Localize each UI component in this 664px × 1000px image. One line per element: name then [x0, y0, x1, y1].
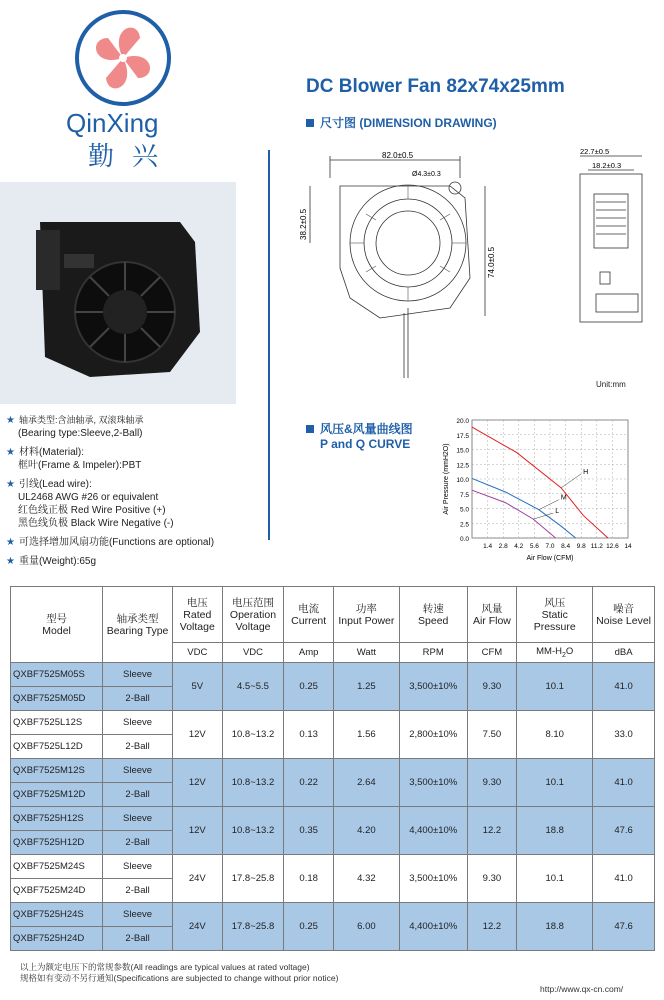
model-cell: QXBF7525L12D: [11, 735, 103, 759]
x-tick-label: 8.4: [561, 543, 571, 550]
rpm-cell: 4,400±10%: [399, 807, 467, 855]
model-cell: QXBF7525H12S: [11, 807, 103, 831]
bearing-cell: Sleeve: [103, 711, 173, 735]
bearing-cell: Sleeve: [103, 903, 173, 927]
th-speed: 转速 Speed: [399, 587, 467, 643]
footer-note-2: 规格如有变动不另行通知(Specifications are subjected to change without prior notice): [20, 973, 339, 983]
range-cell: 10.8~13.2: [222, 807, 284, 855]
curve-heading-en: P and Q CURVE: [320, 437, 411, 451]
cfm-cell: 9.30: [467, 759, 517, 807]
product-photo: [0, 182, 236, 404]
unit-cell: dBA: [593, 643, 655, 663]
rpm-cell: 2,800±10%: [399, 711, 467, 759]
th-power: 功率 Input Power: [333, 587, 399, 643]
spec-lead-wire: [6, 478, 256, 530]
y-tick-label: 12.5: [456, 462, 469, 470]
dim-height: 74.0±0.5: [487, 246, 496, 278]
spec-lead-cn: 引线(Lead wire):: [18, 479, 92, 490]
range-cell: 10.8~13.2: [222, 759, 284, 807]
x-axis-label: Air Flow (CFM): [526, 555, 574, 562]
dba-cell: 41.0: [593, 663, 655, 711]
volt-cell: 12V: [173, 759, 223, 807]
rpm-cell: 4,400±10%: [399, 903, 467, 951]
table-row: [11, 855, 655, 879]
dba-cell: 33.0: [593, 711, 655, 759]
dimension-drawing-front: [300, 148, 522, 384]
table-row: [11, 903, 655, 927]
star-icon: ★: [6, 537, 15, 548]
spec-material-cn: 材料(Material):: [18, 447, 84, 458]
x-tick-label: 7.0: [545, 543, 555, 550]
table-row: [11, 807, 655, 831]
model-cell: QXBF7525H24D: [11, 927, 103, 951]
volt-cell: 5V: [173, 663, 223, 711]
model-cell: QXBF7525H24S: [11, 903, 103, 927]
spec-lead-black: 黑色线负极 Black Wire Negative (-): [18, 518, 174, 529]
spec-weight-text: 重量(Weight):65g: [18, 556, 97, 567]
table-row: [11, 663, 655, 687]
dba-cell: 41.0: [593, 855, 655, 903]
th-current: 电流 Current: [284, 587, 334, 643]
series-label-H: H: [583, 468, 589, 476]
th-bearing: 轴承类型 Bearing Type: [103, 587, 173, 663]
dba-cell: 47.6: [593, 903, 655, 951]
watt-cell: 4.32: [333, 855, 399, 903]
rpm-cell: 3,500±10%: [399, 855, 467, 903]
volt-cell: 24V: [173, 855, 223, 903]
y-tick-label: 2.5: [459, 521, 469, 529]
blower-fan-photo-icon: [0, 182, 236, 404]
x-tick-label: 1.4: [483, 543, 493, 550]
bearing-cell: 2-Ball: [103, 735, 173, 759]
mmh2o-cell: 10.1: [517, 663, 593, 711]
spec-functions-text: 可选择增加风扇功能(Functions are optional): [18, 537, 215, 548]
dimension-heading-text: 尺寸图 (DIMENSION DRAWING): [320, 116, 497, 130]
series-label-L: L: [555, 508, 560, 516]
x-tick-label: 12.6: [606, 543, 619, 550]
bearing-cell: 2-Ball: [103, 687, 173, 711]
range-cell: 17.8~25.8: [222, 855, 284, 903]
bearing-cell: 2-Ball: [103, 783, 173, 807]
bullet-square-icon: [306, 119, 314, 127]
y-tick-label: 10.0: [456, 477, 469, 484]
footer-notes: [20, 962, 338, 984]
dimension-drawing-side: [570, 144, 660, 334]
spec-bearing-cn: 轴承类型:含油轴承, 双滚珠轴承: [18, 415, 144, 425]
dba-cell: 47.6: [593, 807, 655, 855]
dim-width: 82.0±0.5: [382, 151, 414, 160]
unit-cell: RPM: [399, 643, 467, 663]
model-cell: QXBF7525M05S: [11, 663, 103, 687]
cfm-cell: 7.50: [467, 711, 517, 759]
th-pressure: 风压 Static Pressure: [517, 587, 593, 643]
model-cell: QXBF7525M24D: [11, 879, 103, 903]
spec-lead-en: UL2468 AWG #26 or equivalent: [18, 492, 159, 503]
unit-cell: $MM-H_2O$: [517, 643, 593, 663]
amp-cell: 0.18: [284, 855, 334, 903]
volt-cell: 24V: [173, 903, 223, 951]
logo-text-en: QinXing: [66, 108, 159, 138]
dim-half-height: 38.2±0.5: [299, 208, 308, 240]
bearing-cell: 2-Ball: [103, 831, 173, 855]
unit-cell: CFM: [467, 643, 517, 663]
unit-cell: VDC: [173, 643, 223, 663]
spec-bearing-en: (Bearing type:Sleeve,2-Ball): [18, 428, 143, 439]
spec-bearing: [6, 414, 256, 440]
unit-cell: Amp: [284, 643, 334, 663]
dim-inner: 18.2±0.3: [592, 161, 622, 170]
rpm-cell: 3,500±10%: [399, 663, 467, 711]
y-tick-label: 20.0: [456, 418, 469, 425]
unit-cell: VDC: [222, 643, 284, 663]
volt-cell: 12V: [173, 807, 223, 855]
watt-cell: 1.56: [333, 711, 399, 759]
watt-cell: 6.00: [333, 903, 399, 951]
y-tick-label: 5.0: [459, 506, 469, 514]
amp-cell: 0.13: [284, 711, 334, 759]
amp-cell: 0.22: [284, 759, 334, 807]
range-cell: 4.5~5.5: [222, 663, 284, 711]
star-icon: ★: [6, 479, 15, 490]
spec-material-en: 框叶(Frame & Impeler):PBT: [18, 460, 142, 471]
x-tick-label: 9.8: [576, 543, 586, 550]
amp-cell: 0.25: [284, 663, 334, 711]
model-cell: QXBF7525L12S: [11, 711, 103, 735]
bearing-cell: 2-Ball: [103, 879, 173, 903]
th-range: 电压范围 Operation Voltage: [222, 587, 284, 643]
cfm-cell: 12.2: [467, 807, 517, 855]
star-icon: ★: [6, 447, 15, 458]
mmh2o-cell: 10.1: [517, 855, 593, 903]
unit-label: Unit:mm: [596, 380, 626, 389]
cfm-cell: 9.30: [467, 663, 517, 711]
th-noise: 噪音 Noise Level: [593, 587, 655, 643]
rpm-cell: 3,500±10%: [399, 759, 467, 807]
logo: [58, 8, 188, 172]
cfm-cell: 9.30: [467, 855, 517, 903]
spec-list: [6, 414, 256, 568]
table-row: [11, 759, 655, 783]
bearing-cell: Sleeve: [103, 855, 173, 879]
th-voltage: 电压 Rated Voltage: [173, 587, 223, 643]
star-icon: ★: [6, 556, 15, 567]
y-tick-label: 0.0: [459, 536, 469, 543]
spec-functions: [6, 536, 256, 549]
page-title: DC Blower Fan 82x74x25mm: [306, 76, 565, 97]
model-cell: QXBF7525H12D: [11, 831, 103, 855]
dba-cell: 41.0: [593, 759, 655, 807]
footer-note-1: 以上为额定电压下的常规参数(All readings are typical values at rated voltage): [20, 962, 310, 972]
logo-text-cn: 勤兴: [88, 142, 177, 172]
mmh2o-cell: 10.1: [517, 759, 593, 807]
bullet-square-icon: [306, 425, 314, 433]
amp-cell: 0.35: [284, 807, 334, 855]
range-cell: 10.8~13.2: [222, 711, 284, 759]
y-tick-label: 7.5: [459, 491, 469, 499]
mmh2o-cell: 8.10: [517, 711, 593, 759]
bearing-cell: 2-Ball: [103, 927, 173, 951]
model-cell: QXBF7525M05D: [11, 687, 103, 711]
model-cell: QXBF7525M12S: [11, 759, 103, 783]
spec-lead-red: 红色线正极 Red Wire Positive (+): [18, 505, 166, 516]
curve-heading: [306, 420, 413, 451]
bearing-cell: Sleeve: [103, 663, 173, 687]
watt-cell: 1.25: [333, 663, 399, 711]
watt-cell: 2.64: [333, 759, 399, 807]
mmh2o-cell: 18.8: [517, 903, 593, 951]
series-label-M: M: [560, 494, 567, 502]
bearing-cell: Sleeve: [103, 807, 173, 831]
dimension-heading: [306, 114, 497, 131]
volt-cell: 12V: [173, 711, 223, 759]
dim-thick: 22.7±0.5: [580, 147, 610, 156]
x-tick-label: 11.2: [590, 543, 603, 550]
spec-weight: [6, 555, 256, 568]
divider-line: [268, 150, 270, 540]
footer-url[interactable]: http://www.qx-cn.com/: [540, 984, 624, 994]
dim-hole: Ø4.3±0.3: [412, 171, 441, 178]
y-axis-label: Air Pressure (mmH2O): [443, 443, 450, 515]
model-cell: QXBF7525M24S: [11, 855, 103, 879]
mmh2o-cell: 18.8: [517, 807, 593, 855]
curve-heading-cn: 风压&风量曲线图: [320, 422, 413, 436]
spec-material: [6, 446, 256, 472]
model-cell: QXBF7525M12D: [11, 783, 103, 807]
range-cell: 17.8~25.8: [222, 903, 284, 951]
table-row: [11, 711, 655, 735]
watt-cell: 4.20: [333, 807, 399, 855]
th-airflow: 风量 Air Flow: [467, 587, 517, 643]
star-icon: ★: [6, 415, 15, 426]
y-tick-label: 17.5: [456, 432, 469, 440]
pinwheel-logo-icon: [68, 8, 178, 108]
x-tick-label: 5.6: [529, 543, 539, 550]
table-header-row: [11, 587, 655, 643]
x-tick-label: 4.2: [514, 543, 524, 550]
x-tick-label: 2.8: [498, 543, 508, 550]
y-tick-label: 15.0: [456, 447, 469, 455]
amp-cell: 0.25: [284, 903, 334, 951]
cfm-cell: 12.2: [467, 903, 517, 951]
th-model: 型号 Model: [11, 587, 103, 663]
spec-table: [10, 586, 655, 951]
pq-curve-chart: [436, 412, 646, 572]
x-tick-label: 14: [624, 543, 632, 550]
bearing-cell: Sleeve: [103, 759, 173, 783]
unit-cell: Watt: [333, 643, 399, 663]
